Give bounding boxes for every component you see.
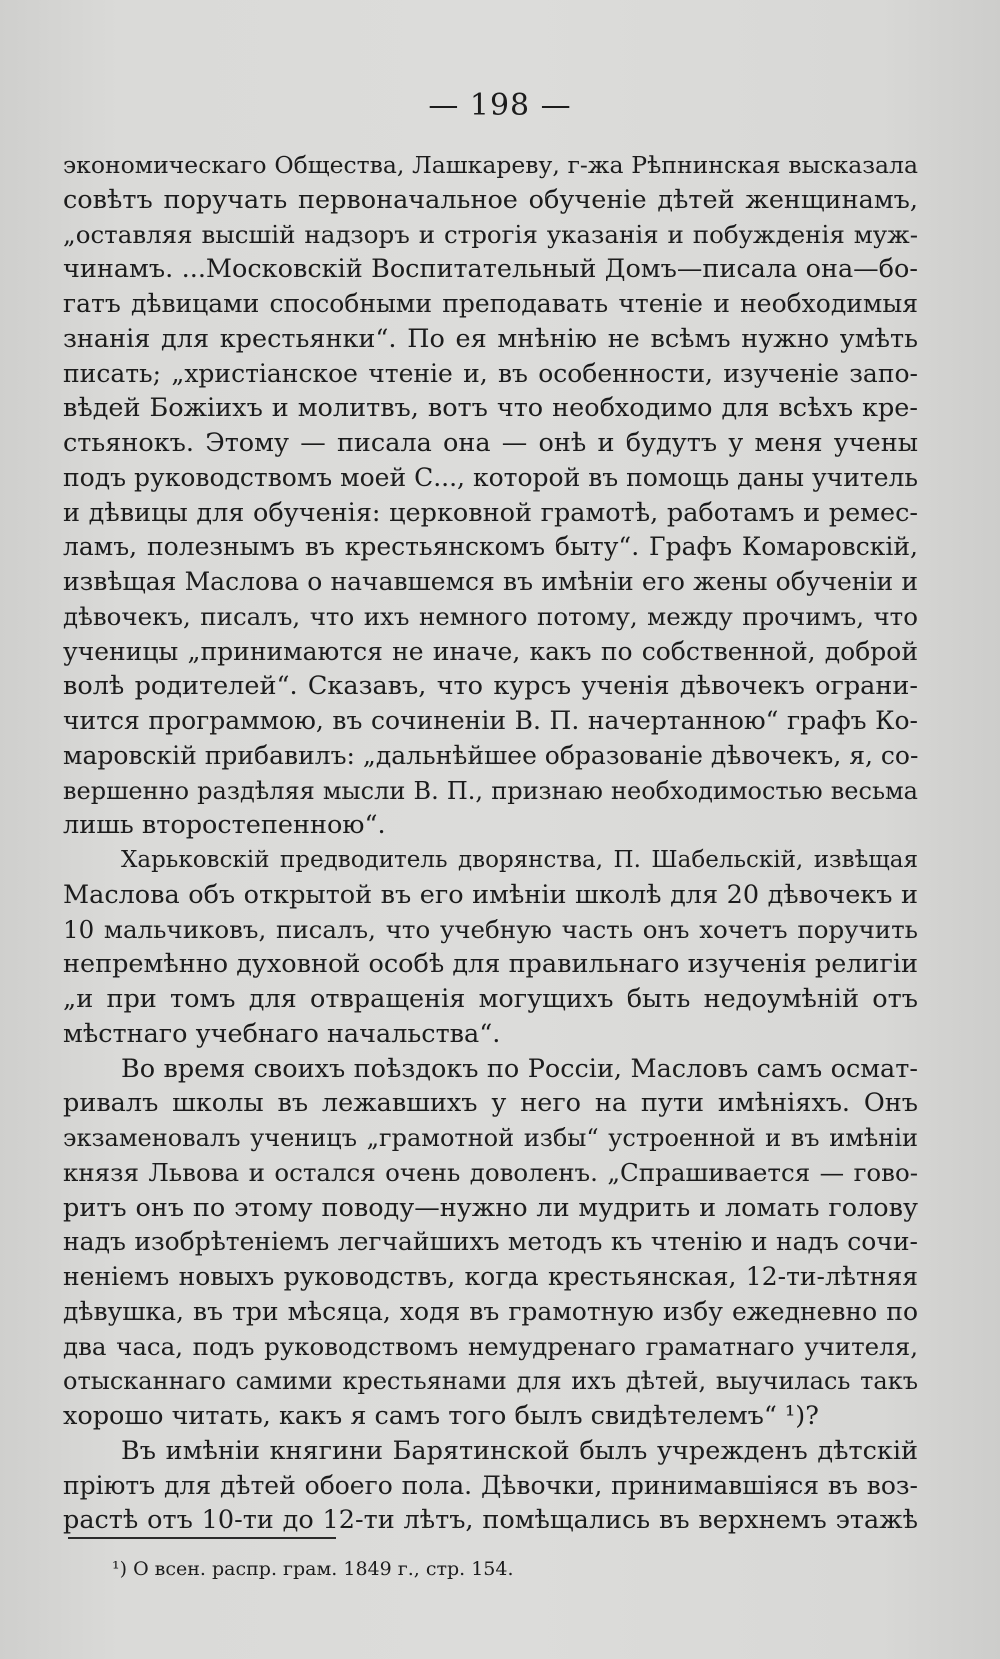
text-line: ритъ онъ по этому поводу—нужно ли мудрить и ломать голову	[63, 1192, 918, 1223]
text-line: чится программою, въ сочиненіи В. П. начертанною“ графъ Ко-	[63, 706, 918, 735]
paragraph-start-line: Харьковскій предводитель дворянства, П. Шабельскій, извѣщая	[121, 847, 918, 873]
text-line: мѣстнаго учебнаго начальства“.	[63, 1018, 501, 1049]
text-line: волѣ родителей“. Сказавъ, что курсъ ученія дѣвочекъ ограни-	[63, 671, 918, 702]
text-line: и дѣвицы для обученія: церковной грамотѣ, работамъ и ремес-	[63, 497, 918, 528]
text-line: отысканнаго самими крестьянами для ихъ дѣтей, выучилась такъ	[63, 1367, 918, 1396]
text-line: Маслова объ открытой въ его имѣніи школѣ для 20 дѣвочекъ и	[63, 879, 918, 910]
text-line: хорошо читать, какъ я самъ того былъ свидѣтелемъ“ ¹)?	[63, 1401, 819, 1431]
text-line: писать; „христіанское чтеніе и, въ особенности, изученіе запо-	[63, 358, 918, 388]
text-line: пріютъ для дѣтей обоего пола. Дѣвочки, принимавшіяся въ воз-	[63, 1470, 918, 1500]
text-line: дѣвушка, въ три мѣсяца, ходя въ грамотную избу ежедневно по	[63, 1296, 918, 1326]
text-line: князя Львова и остался очень доволенъ. „Спрашивается — гово-	[63, 1157, 918, 1187]
text-line: дѣвочекъ, писалъ, что ихъ немного потому, между прочимъ, что	[63, 601, 918, 631]
text-line: непремѣнно духовной особѣ для правильнаго изученія религіи	[63, 949, 918, 980]
text-line: неніемъ новыхъ руководствъ, когда крестьянская, 12-ти-лѣтняя	[63, 1262, 918, 1291]
text-line: экономическаго Общества, Лашкареву, г-жа Рѣпнинская высказала	[63, 151, 918, 179]
text-line: гатъ дѣвицами способными преподавать чтеніе и необходимыя	[63, 289, 918, 318]
text-line: вѣдей Божіихъ и молитвъ, вотъ что необходимо для всѣхъ кре-	[63, 393, 918, 424]
paragraph-start-line: Въ имѣніи княгини Барятинской былъ учрежденъ дѣтскій	[121, 1435, 918, 1466]
text-line: знанія для крестьянки“. По ея мнѣнію не всѣмъ нужно умѣть	[63, 323, 918, 354]
text-line: 10 мальчиковъ, писалъ, что учебную часть онъ хочетъ поручить	[63, 914, 918, 944]
text-line: „оставляя высшій надзоръ и строгія указанія и побужденія муж-	[63, 219, 918, 249]
text-line: два часа, подъ руководствомъ немудренаго граматнаго учителя,	[63, 1331, 918, 1361]
text-line: стьянокъ. Этому — писала она — онѣ и будутъ у меня учены	[63, 428, 918, 458]
body-text	[63, 148, 918, 1538]
footnote-divider	[68, 1537, 336, 1539]
text-line: лишь второстепенною“.	[63, 810, 386, 841]
text-line: подъ руководствомъ моей С..., которой въ помощь даны учитель	[63, 462, 918, 492]
paragraph-start-line: Во время своихъ поѣздокъ по Россіи, Масловъ самъ осмат-	[121, 1053, 918, 1084]
text-line: вершенно раздѣляя мысли В. П., признаю необходимостью весьма	[63, 776, 918, 805]
text-line: совѣтъ поручать первоначальное обученіе дѣтей женщинамъ,	[63, 184, 918, 215]
footnote: ¹) О всен. распр. грам. 1849 г., стр. 154.	[112, 1558, 514, 1580]
text-line: ламъ, полезнымъ въ крестьянскомъ быту“. Графъ Комаровскій,	[63, 532, 918, 562]
text-line: растѣ отъ 10-ти до 12-ти лѣтъ, помѣщались въ верхнемъ этажѣ	[63, 1505, 918, 1536]
text-line: ривалъ школы въ лежавшихъ у него на пути имѣніяхъ. Онъ	[63, 1088, 918, 1119]
text-line: извѣщая Маслова о начавшемся въ имѣніи его жены обученіи и	[63, 567, 918, 596]
text-line: экзаменовалъ ученицъ „грамотной избы“ устроенной и въ имѣніи	[63, 1124, 918, 1152]
text-line: маровскій прибавилъ: „дальнѣйшее образованіе дѣвочекъ, я, со-	[63, 740, 919, 770]
text-line: надъ изобрѣтеніемъ легчайшихъ методъ къ чтенію и надъ сочи-	[63, 1227, 918, 1257]
text-line: чинамъ. ...Московскій Воспитательный Домъ—писала она—бо-	[63, 254, 918, 285]
text-line: ученицы „принимаются не иначе, какъ по собственной, доброй	[63, 636, 918, 666]
page-number: — 198 —	[428, 88, 572, 123]
text-line: „и при томъ для отвращенія могущихъ быть недоумѣній отъ	[63, 984, 918, 1014]
